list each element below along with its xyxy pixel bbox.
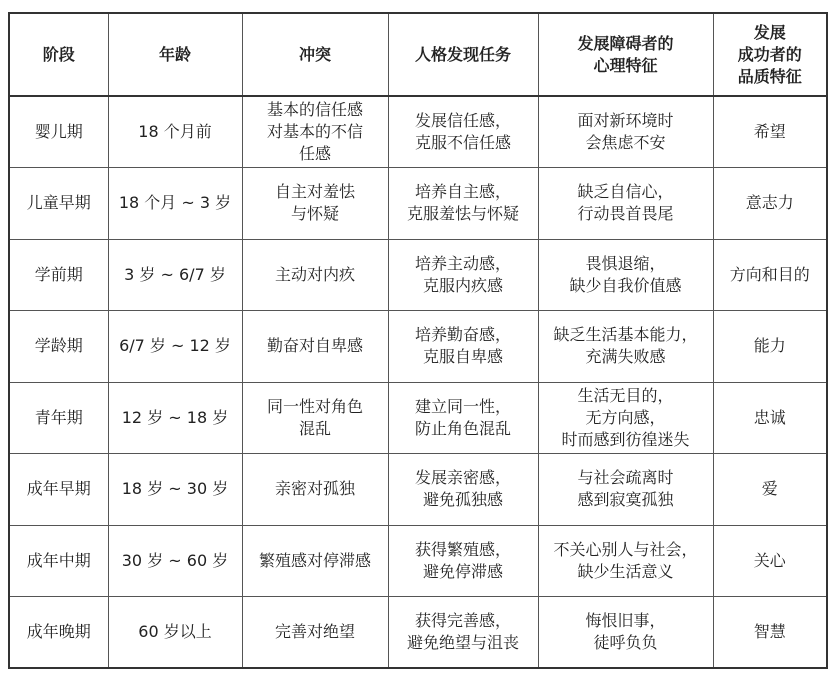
cell-stage: 青年期 xyxy=(9,382,108,454)
cell-task: 获得完善感， 避免绝望与沮丧 xyxy=(388,597,538,669)
cell-stage: 成年中期 xyxy=(9,525,108,597)
header-stage: 阶段 xyxy=(9,13,108,96)
cell-task: 培养勤奋感， 克服自卑感 xyxy=(388,311,538,383)
cell-conflict: 亲密对孤独 xyxy=(242,454,388,526)
cell-age: 6/7 岁 ~ 12 岁 xyxy=(108,311,242,383)
cell-conflict: 完善对绝望 xyxy=(242,597,388,669)
table-row xyxy=(9,454,827,526)
table-row xyxy=(9,239,827,311)
table-row xyxy=(9,311,827,383)
cell-conflict: 主动对内疚 xyxy=(242,239,388,311)
cell-quality: 意志力 xyxy=(713,168,827,240)
cell-obstacle: 缺乏生活基本能力， 充满失败感 xyxy=(538,311,713,383)
erikson-stages-table xyxy=(8,12,828,669)
cell-stage: 成年早期 xyxy=(9,454,108,526)
cell-age: 60 岁以上 xyxy=(108,597,242,669)
header-conflict: 冲突 xyxy=(242,13,388,96)
cell-quality: 关心 xyxy=(713,525,827,597)
cell-obstacle: 生活无目的， 无方向感， 时而感到彷徨迷失 xyxy=(538,382,713,454)
cell-task: 发展亲密感， 避免孤独感 xyxy=(388,454,538,526)
header-success-qualities: 发展 成功者的 品质特征 xyxy=(713,13,827,96)
cell-task: 培养主动感， 克服内疚感 xyxy=(388,239,538,311)
cell-obstacle: 不关心别人与社会， 缺少生活意义 xyxy=(538,525,713,597)
cell-stage: 成年晚期 xyxy=(9,597,108,669)
cell-task: 获得繁殖感， 避免停滞感 xyxy=(388,525,538,597)
table-row xyxy=(9,525,827,597)
cell-conflict: 基本的信任感 对基本的不信 任感 xyxy=(242,96,388,168)
table-row xyxy=(9,382,827,454)
table-container xyxy=(8,12,826,667)
cell-age: 18 岁 ~ 30 岁 xyxy=(108,454,242,526)
cell-obstacle: 与社会疏离时 感到寂寞孤独 xyxy=(538,454,713,526)
cell-conflict: 同一性对角色 混乱 xyxy=(242,382,388,454)
cell-task: 发展信任感， 克服不信任感 xyxy=(388,96,538,168)
cell-conflict: 自主对羞怯 与怀疑 xyxy=(242,168,388,240)
header-obstacle-traits: 发展障碍者的 心理特征 xyxy=(538,13,713,96)
cell-age: 18 个月 ~ 3 岁 xyxy=(108,168,242,240)
cell-age: 3 岁 ~ 6/7 岁 xyxy=(108,239,242,311)
header-row xyxy=(9,13,827,96)
cell-stage: 儿童早期 xyxy=(9,168,108,240)
cell-stage: 学前期 xyxy=(9,239,108,311)
cell-obstacle: 面对新环境时 会焦虑不安 xyxy=(538,96,713,168)
cell-conflict: 勤奋对自卑感 xyxy=(242,311,388,383)
header-task: 人格发现任务 xyxy=(388,13,538,96)
cell-quality: 忠诚 xyxy=(713,382,827,454)
cell-quality: 爱 xyxy=(713,454,827,526)
cell-obstacle: 缺乏自信心， 行动畏首畏尾 xyxy=(538,168,713,240)
cell-quality: 希望 xyxy=(713,96,827,168)
cell-age: 18 个月前 xyxy=(108,96,242,168)
cell-quality: 智慧 xyxy=(713,597,827,669)
cell-task: 培养自主感， 克服羞怯与怀疑 xyxy=(388,168,538,240)
table-row xyxy=(9,168,827,240)
cell-conflict: 繁殖感对停滞感 xyxy=(242,525,388,597)
table-row xyxy=(9,597,827,669)
cell-stage: 学龄期 xyxy=(9,311,108,383)
cell-quality: 方向和目的 xyxy=(713,239,827,311)
header-age: 年龄 xyxy=(108,13,242,96)
cell-stage: 婴儿期 xyxy=(9,96,108,168)
cell-quality: 能力 xyxy=(713,311,827,383)
table-row xyxy=(9,96,827,168)
cell-obstacle: 悔恨旧事， 徒呼负负 xyxy=(538,597,713,669)
cell-task: 建立同一性， 防止角色混乱 xyxy=(388,382,538,454)
cell-obstacle: 畏惧退缩， 缺少自我价值感 xyxy=(538,239,713,311)
cell-age: 12 岁 ~ 18 岁 xyxy=(108,382,242,454)
cell-age: 30 岁 ~ 60 岁 xyxy=(108,525,242,597)
